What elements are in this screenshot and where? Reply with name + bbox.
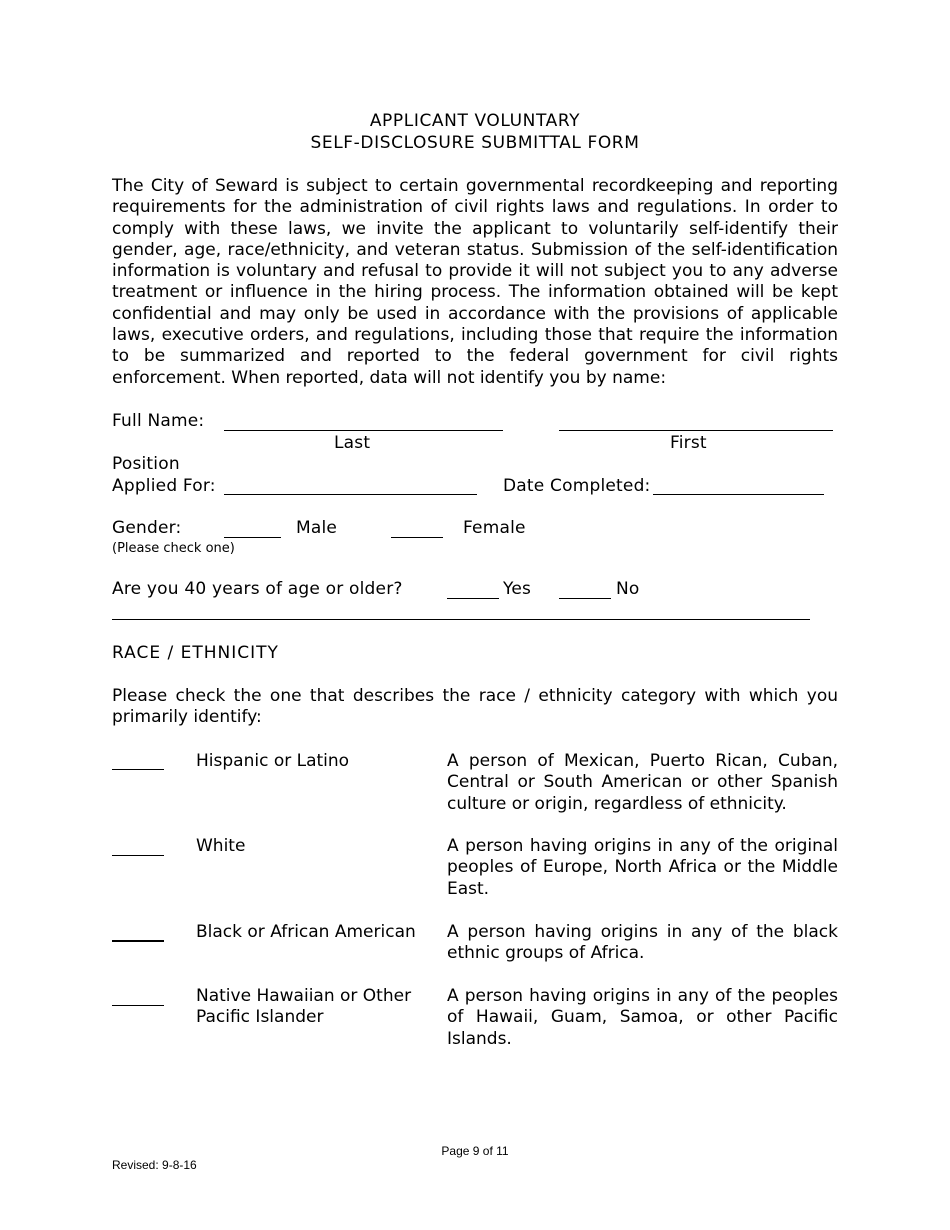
female-label: Female bbox=[463, 518, 526, 538]
age-question: Are you 40 years of age or older? bbox=[112, 579, 403, 599]
age-yes-label: Yes bbox=[503, 579, 532, 599]
page-number: Page 9 of 11 bbox=[441, 1144, 509, 1158]
race-instruction: Please check the one that describes the race / ethnicity category with which you primarily identify: bbox=[112, 686, 838, 728]
position-field[interactable] bbox=[224, 494, 477, 495]
pacific-islander-label: Native Hawaiian or Other Pacific Islander bbox=[196, 986, 412, 1028]
date-completed-field[interactable] bbox=[653, 494, 824, 495]
gender-label: Gender: bbox=[112, 518, 182, 538]
white-checkline[interactable] bbox=[112, 855, 164, 856]
age-no-label: No bbox=[616, 579, 640, 599]
black-checkline[interactable] bbox=[112, 940, 164, 942]
form-title-line-1: APPLICANT VOLUNTARY bbox=[369, 111, 581, 131]
first-name-field[interactable] bbox=[559, 430, 833, 431]
position-label-1: Position bbox=[112, 454, 180, 474]
last-caption: Last bbox=[334, 433, 371, 453]
last-name-field[interactable] bbox=[224, 430, 503, 431]
hispanic-checkline[interactable] bbox=[112, 769, 164, 770]
first-caption: First bbox=[670, 433, 707, 453]
race-heading: RACE / ETHNICITY bbox=[112, 643, 279, 663]
black-label: Black or African American bbox=[196, 922, 416, 942]
full-name-label: Full Name: bbox=[112, 411, 205, 431]
white-label: White bbox=[196, 836, 246, 856]
age-no-checkline[interactable] bbox=[559, 598, 611, 599]
pacific-islander-checkline[interactable] bbox=[112, 1005, 164, 1006]
intro-paragraph: The City of Seward is subject to certain governmental recordkeeping and reporting requirements for the administration of civil rights laws and regulations. In order to comply with these laws, we invite the applicant to voluntarily self-identify their gender, age, race/ethnicity, and veteran status. Submission of the self-identification information is voluntary and refusal to provide it will not subject you to any adverse treatment or influence in the hiring process. The information obtained will be kept confidential and may only be used in accordance with the provisions of applicable laws, executive orders, and regulations, including those that require the information to be summarized and reported to the federal government for civil rights enforcement. When reported, data will not identify you by name: bbox=[112, 176, 838, 388]
female-checkline[interactable] bbox=[391, 537, 443, 538]
male-label: Male bbox=[296, 518, 338, 538]
section-divider bbox=[112, 619, 810, 620]
form-title-line-2: SELF-DISCLOSURE SUBMITTAL FORM bbox=[310, 133, 640, 153]
date-completed-label: Date Completed: bbox=[503, 476, 651, 496]
hispanic-description: A person of Mexican, Puerto Rican, Cuban, Central or South American or other Spanish culture or origin, regardless of ethnicity. bbox=[447, 751, 838, 814]
position-label-2: Applied For: bbox=[112, 476, 216, 496]
male-checkline[interactable] bbox=[224, 537, 281, 538]
black-description: A person having origins in any of the black ethnic groups of Africa. bbox=[447, 922, 838, 964]
white-description: A person having origins in any of the original peoples of Europe, North Africa or the Middle East. bbox=[447, 836, 838, 899]
pacific-islander-description: A person having origins in any of the peoples of Hawaii, Guam, Samoa, or other Pacific Islands. bbox=[447, 986, 838, 1049]
age-yes-checkline[interactable] bbox=[447, 598, 499, 599]
revised-date: Revised: 9-8-16 bbox=[112, 1158, 197, 1172]
gender-hint: (Please check one) bbox=[112, 541, 235, 556]
hispanic-label: Hispanic or Latino bbox=[196, 751, 350, 771]
